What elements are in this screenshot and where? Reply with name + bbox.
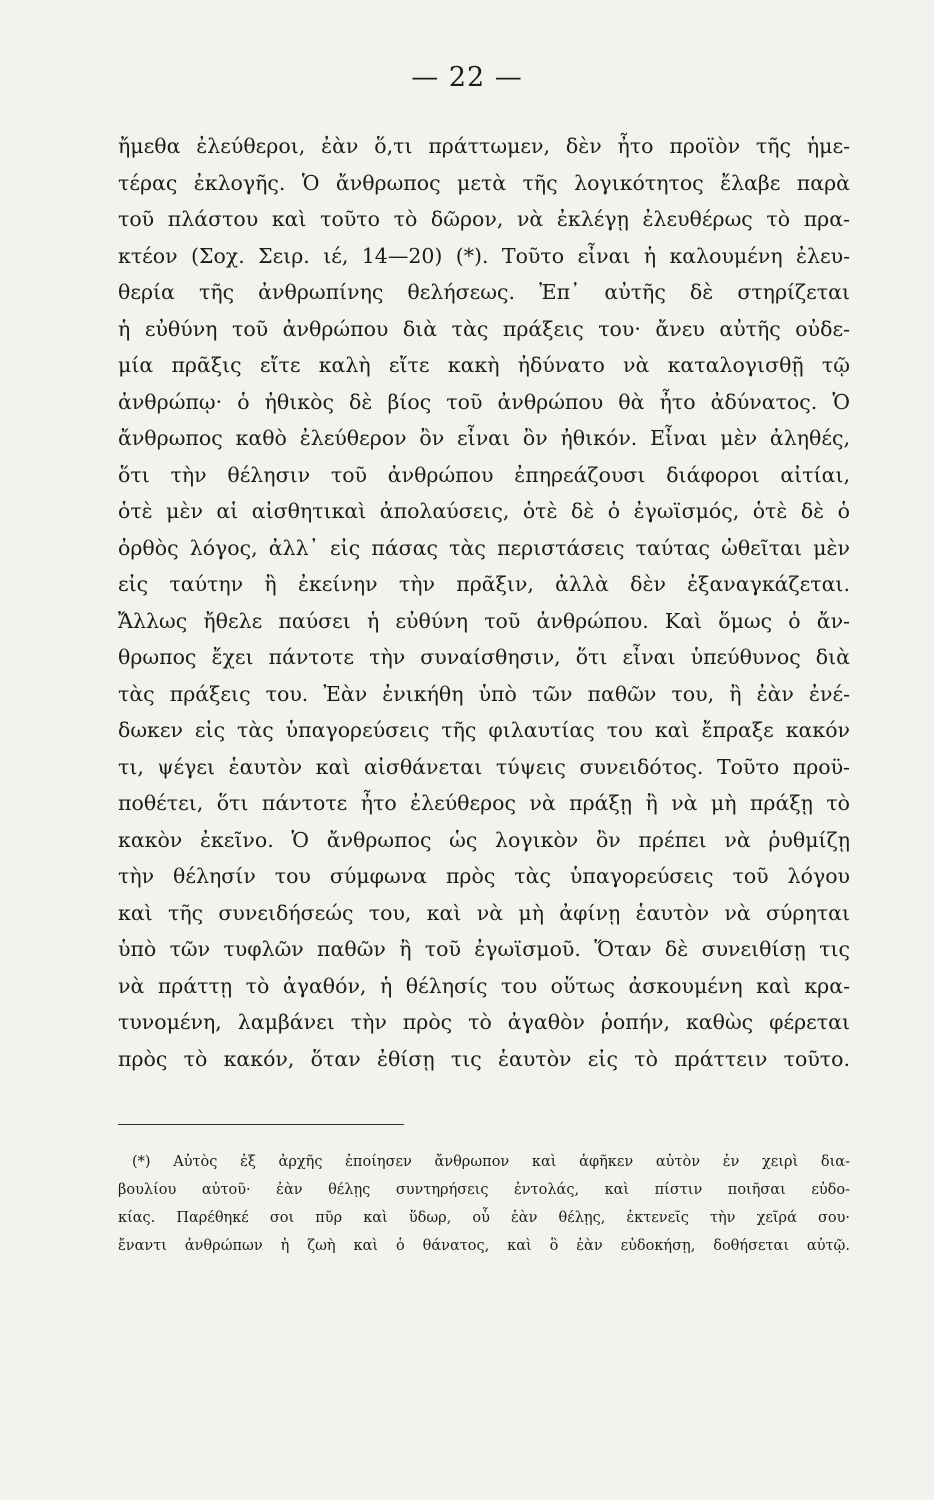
text-line: ὅτι τὴν θέλησιν τοῦ ἀνθρώπου ἐπηρεάζουσι διάφοροι αἰτίαι,	[118, 462, 850, 487]
footnote-line: βουλίου αὐτοῦ· ἐὰν θέλῃς συντηρήσεις ἐντολάς, καὶ πίστιν ποιῆσαι εὐδο-	[118, 1182, 850, 1198]
page-number: — 22 —	[411, 62, 523, 93]
text-line: καὶ τῆς συνειδήσεώς του, καὶ νὰ μὴ ἀφίνῃ ἑαυτὸν νὰ σύρηται	[118, 900, 850, 925]
text-line: ὁτὲ μὲν αἱ αἰσθητικαὶ ἀπολαύσεις, ὁτὲ δὲ ὁ ἐγωϊσμός, ὁτὲ δὲ ὁ	[118, 499, 850, 523]
text-line: κτέον (Σοχ. Σειρ. ιέ, 14—20) (*). Τοῦτο εἶναι ἡ καλουμένη ἐλευ-	[118, 243, 850, 268]
text-line: νὰ πράττῃ τὸ ἀγαθόν, ἡ θέλησίς του οὕτως ἀσκουμένη καὶ κρα-	[118, 973, 850, 998]
text-line: πρὸς τὸ κακόν, ὅταν ἐθίσῃ τις ἑαυτὸν εἰς τὸ πράττειν τοῦτο.	[118, 1046, 850, 1071]
text-line: ὑπὸ τῶν τυφλῶν παθῶν ἢ τοῦ ἐγωϊσμοῦ. Ὅταν δὲ συνειθίσῃ τις	[118, 937, 850, 961]
text-line: ἄνθρωπος καθὸ ἐλεύθερον ὂν εἶναι ὂν ἠθικόν. Εἶναι μὲν ἀληθές,	[118, 426, 850, 450]
text-line: τυνομένη, λαμβάνει τὴν πρὸς τὸ ἀγαθὸν ῥοπήν, καθὼς φέρεται	[118, 1010, 850, 1034]
footnote	[118, 1148, 850, 1260]
text-line: τοῦ πλάστου καὶ τοῦτο τὸ δῶρον, νὰ ἐκλέγῃ ἐλευθέρως τὸ πρα-	[118, 207, 850, 231]
text-line: μία πρᾶξις εἴτε καλὴ εἴτε κακὴ ἠδύνατο νὰ καταλογισθῇ τῷ	[118, 353, 850, 377]
text-line: ποθέτει, ὅτι πάντοτε ἦτο ἐλεύθερος νὰ πράξῃ ἢ νὰ μὴ πράξῃ τὸ	[118, 791, 850, 815]
text-line: θερία τῆς ἀνθρωπίνης θελήσεως. Ἐπ᾽ αὐτῆς δὲ στηρίζεται	[118, 280, 850, 304]
footnote-line: (*) Αὐτὸς ἐξ ἀρχῆς ἐποίησεν ἄνθρωπον καὶ ἀφῆκεν αὐτὸν ἐν χειρὶ δια-	[132, 1154, 850, 1170]
text-line: τέρας ἐκλογῆς. Ὁ ἄνθρωπος μετὰ τῆς λογικότητος ἔλαβε παρὰ	[118, 170, 850, 195]
text-line: ὀρθὸς λόγος, ἀλλ᾽ εἰς πάσας τὰς περιστάσεις ταύτας ὠθεῖται μὲν	[118, 535, 850, 560]
text-line: ἡ εὐθύνη τοῦ ἀνθρώπου διὰ τὰς πράξεις του· ἄνευ αὐτῆς οὐδε-	[118, 316, 850, 341]
text-line: τὴν θέλησίν του σύμφωνα πρὸς τὰς ὑπαγορεύσεις τοῦ λόγου	[118, 864, 850, 888]
footnote-divider	[118, 1124, 404, 1125]
text-line: ἀνθρώπῳ· ὁ ἠθικὸς δὲ βίος τοῦ ἀνθρώπου θὰ ἦτο ἀδύνατος. Ὁ	[118, 389, 850, 414]
body-text	[118, 128, 850, 1077]
text-line: κακὸν ἐκεῖνο. Ὁ ἄνθρωπος ὡς λογικὸν ὂν πρέπει νὰ ῥυθμίζῃ	[118, 827, 850, 852]
text-line: Ἄλλως ἤθελε παύσει ἡ εὐθύνη τοῦ ἀνθρώπου. Καὶ ὅμως ὁ ἄν-	[118, 608, 850, 633]
text-line: δωκεν εἰς τὰς ὑπαγορεύσεις τῆς φιλαυτίας του καὶ ἔπραξε κακόν	[118, 718, 850, 742]
footnote-line: κίας. Παρέθηκέ σοι πῦρ καὶ ὕδωρ, οὗ ἐὰν θέλῃς, ἐκτενεῖς τὴν χεῖρά σου·	[118, 1210, 850, 1226]
text-line: ἤμεθα ἐλεύθεροι, ἐὰν ὅ,τι πράττωμεν, δὲν ἦτο προϊὸν τῆς ἡμε-	[118, 134, 850, 158]
text-line: τι, ψέγει ἑαυτὸν καὶ αἰσθάνεται τύψεις συνειδότος. Τοῦτο προϋ-	[118, 754, 850, 779]
text-line: εἰς ταύτην ἢ ἐκείνην τὴν πρᾶξιν, ἀλλὰ δὲν ἐξαναγκάζεται.	[118, 572, 850, 596]
text-line: θρωπος ἔχει πάντοτε τὴν συναίσθησιν, ὅτι εἶναι ὑπεύθυνος διὰ	[118, 645, 850, 669]
text-line: τὰς πράξεις του. Ἐὰν ἐνικήθη ὑπὸ τῶν παθῶν του, ἢ ἐὰν ἐνέ-	[118, 681, 850, 706]
footnote-line: ἔναντι ἀνθρώπων ἡ ζωὴ καὶ ὁ θάνατος, καὶ ὃ ἐὰν εὐδοκήσῃ, δοθήσεται αὐτῷ.	[118, 1238, 850, 1254]
